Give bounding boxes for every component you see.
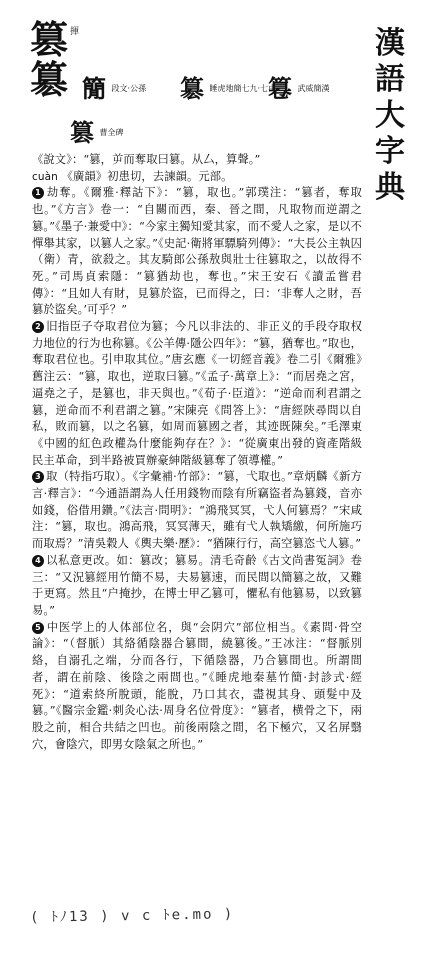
- sense-item: [32, 185, 362, 319]
- book-title-vertical: [362, 26, 418, 206]
- variant-source: 曹全碑: [99, 128, 124, 137]
- entry-pronunciation: [32, 169, 362, 186]
- sense-number-badge: 2: [32, 321, 44, 333]
- sense-number-badge: 4: [32, 555, 44, 567]
- sense-number-badge: 5: [32, 622, 44, 634]
- book-title-char: 語: [375, 62, 405, 97]
- headword: 篡: [30, 17, 69, 62]
- sense-text: 旧指臣子夺取君位为篡；今凡以非法的、非正义的手段夺取权力地位的行为也称篡。《公羊傳·隱公四年》：“篡，猶奪也。”取也，奪取君位也。引申取其位。”唐玄應《一切經音義》卷二引《爾雅》舊注云：“篡，取也，逆取曰篡。”《孟子·萬章上》：“而居堯之宮，逼堯之子，是篡也，非天與也。”《荀子·臣道》：“逆命而利君謂之篡，逆命而不利君謂之篡。”宋陳亮《問答上》：“唐經陝尋問以自私，敗而篡，以之名篡，如周而篡國之者，其迹既陳矣。”毛澤東《中國的紅色政權為什麼能夠存在？》：“從廣東出發的資產階級民主革命，到半路被買辦豪紳階級篡奪了領導權。”: [32, 320, 362, 467]
- book-title-char: 字: [375, 134, 405, 169]
- book-title-char: 漢: [375, 26, 405, 61]
- sense-number-badge: 1: [32, 187, 44, 199]
- variant-form: [82, 76, 146, 102]
- headword-variant: 簒: [30, 57, 69, 102]
- variant-form: [70, 120, 124, 146]
- sense-item: [32, 620, 362, 754]
- variant-source: 武威簡漢: [297, 84, 330, 93]
- headword-block: [30, 17, 350, 155]
- sense-item: [32, 319, 362, 469]
- sense-text: 以私意更改。如：篡改；篡易。清毛奇齡《古文尚書冤詞》卷三：“又況篡經用竹簡不易，夫易篡速，而民間以簡篡之故，又難于更寫。然且“户掩抄，在博士甲乙篡可，懼私有他篡易，以致篡易。”: [32, 553, 362, 617]
- variant-glyph: 篹: [268, 74, 292, 103]
- variant-glyph: 𥳑: [82, 74, 106, 103]
- sense-text: 劫奪。《爾雅·釋詁下》：“篡，取也。”郭璞注：“篡者，奪取也。”《方言》卷一：“自關而西，秦、晉之間，凡取物而逆謂之篡。”《墨子·兼愛中》：“今家主獨知愛其家，而不愛人之家，是以不憚舉其家，以篡人之家。”《史記·衛將軍驃騎列傳》：“大長公主執囚（衛）青，欲殺之。其友騎郎公孫敖與壯士往篡取之，以故得不死。”司馬貞索隱：“篡猶劫也，奪也。”宋王安石《讀孟嘗君傳》：“且如人有財，見篡於盜，已而得之，曰：‘非奪人之財，吾篡於盜矣。’可乎？”: [32, 186, 362, 317]
- entry-body: [32, 152, 362, 753]
- variant-source: 睡虎地簡七九·七由: [209, 84, 277, 93]
- headword-ref: 揮: [70, 27, 80, 37]
- sense-number-badge: 3: [32, 471, 44, 483]
- sense-item: [32, 553, 362, 620]
- variant-form: [180, 76, 276, 102]
- sense-text: 取（特指巧取）。《字彙補·竹部》：“篡，弋取也。”章炳麟《新方言·釋言》：“今通語謂為人任用錢物而陰有所竊盜者為篡錢，音亦如錢，俗借用鑽。”《法言·問明》：“鴻飛冥冥，弋人何篡焉？”宋咸注：“篡，取也。鴻高飛，冥冥薄天，雖有弋人執矯繳，何所施巧而取焉？”清吳穀人《輿夫樂·歷》：“猶陳行行，高空篡恣弋人篡。”: [32, 470, 362, 551]
- book-title-char: 大: [375, 98, 405, 133]
- pronunciation-text: 《廣韻》初患切，去諫韻。元部。: [61, 169, 233, 183]
- variant-glyph: 簒: [180, 74, 204, 103]
- variant-source: 段文·公孫: [111, 84, 147, 93]
- entry-intro: 《說文》：“篡，屰而奪取曰篡。从厶，算聲。”: [32, 153, 261, 166]
- sense-item: [32, 469, 362, 553]
- variant-glyph: 篡: [70, 118, 94, 147]
- variant-form: [268, 76, 330, 102]
- sense-text: 中医学上的人体部位名，與“会阴穴”部位相当。《素問·骨空論》：“（督脈）其絡循陰器合篡間，繞篡後。”王冰注：“督脈別絡，自溺孔之端，分而各行，下循陰器，乃合篡間也。所謂間者，謂在前陰、後陰之兩間也。”《睡虎地秦墓竹簡·封診式·經死》：“道索終所脫頭，能脫，乃口其衣，盡視其身、頭髮中及篡。”《醫宗金鑑·刺灸心法·周身名位骨度》：“篡者，横骨之下，兩股之前，相合共結之凹也。前後兩陰之間，名下極穴，又名屏翳穴，會陰穴，即男女陰氣之所也。”: [32, 620, 362, 751]
- handwritten-note: ( ﾄﾉ13 ) v c ﾄe.mo ): [29, 906, 235, 926]
- book-title-char: 典: [375, 170, 405, 205]
- pinyin: cuàn: [32, 170, 58, 183]
